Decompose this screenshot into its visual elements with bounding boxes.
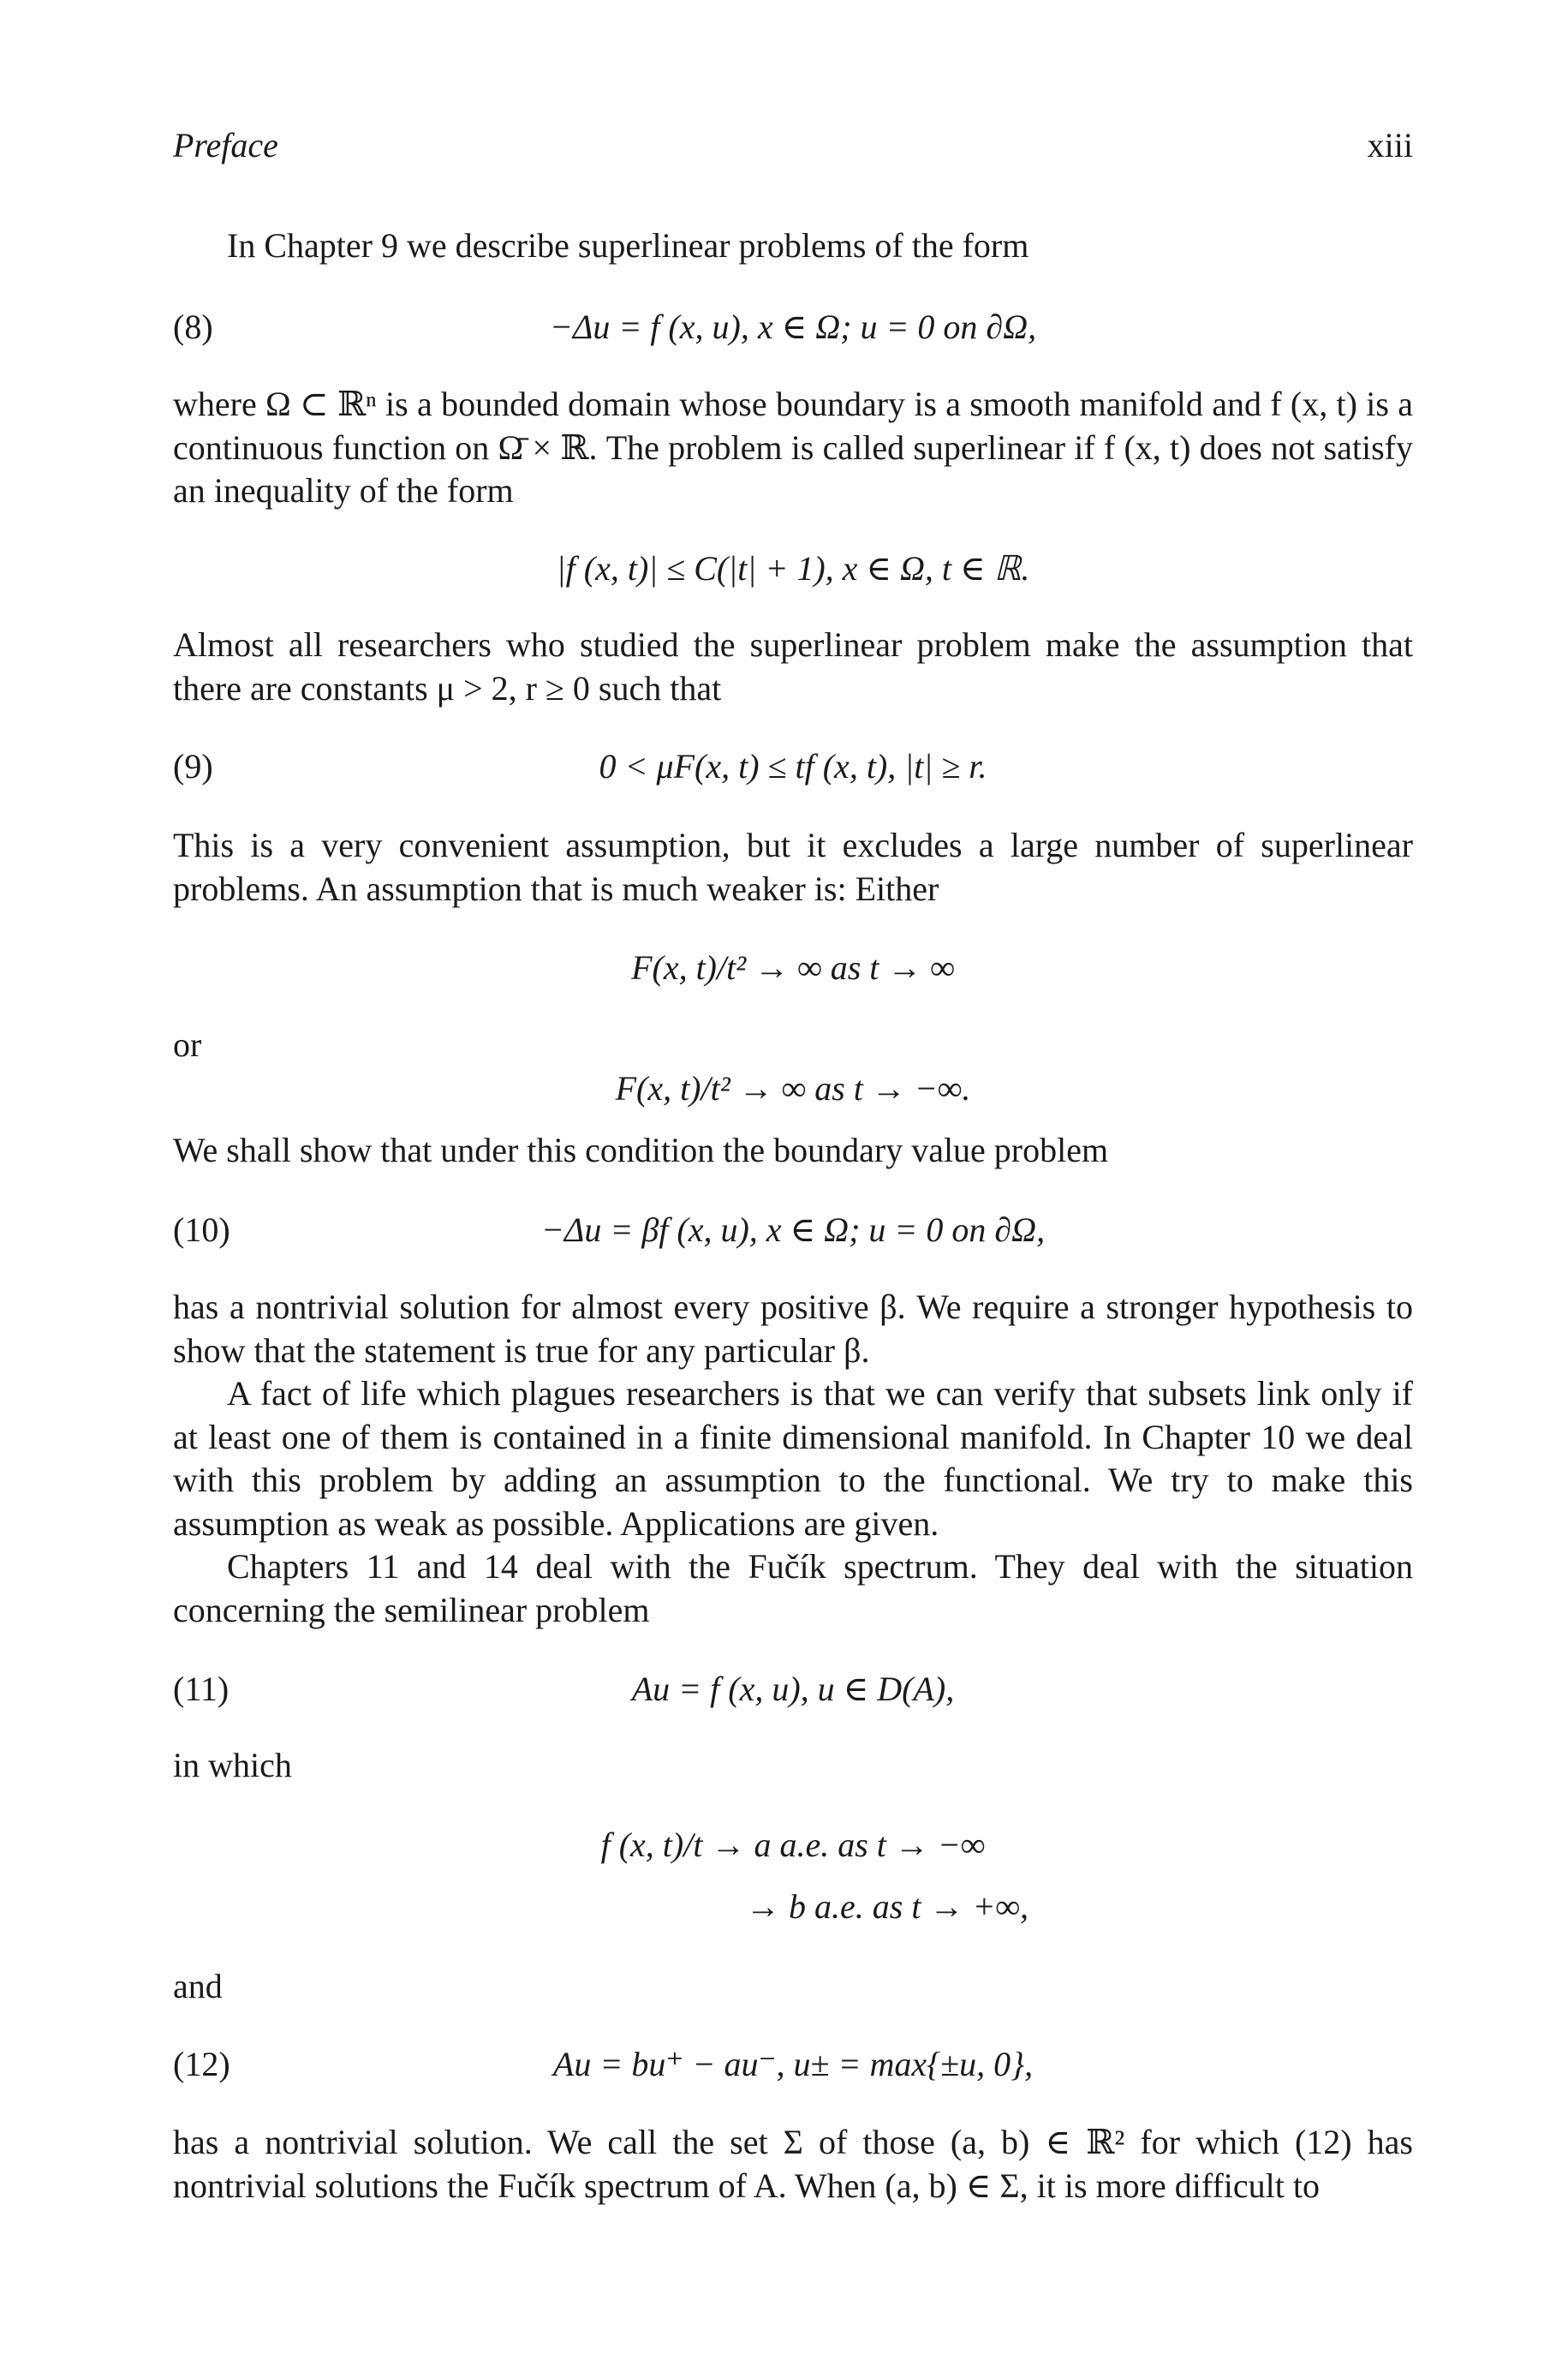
equation-body: Au = bu⁺ − au⁻, u± = max{±u, 0}, <box>552 2045 1034 2083</box>
paragraph-linking: A fact of life which plagues researchers is that we can verify that subsets link only if at least one of them is contained in a finite dimensional manifold. In Chapter 10 we deal with this problem by adding an assumption to the functional. We try to make this assumption as weak as possible. Applications are given. <box>173 1374 1413 1543</box>
equation-body: −Δu = βf (x, u), x ∈ Ω; u = 0 on ∂Ω, <box>540 1210 1046 1249</box>
equation-number: (10) <box>173 1210 230 1249</box>
equation-growth-bound <box>173 547 1413 591</box>
equation-asymptote-a <box>173 1823 1413 1867</box>
paragraph-intro: In Chapter 9 we describe superlinear problems of the form <box>227 226 1029 265</box>
paragraph-weaker-assumption: This is a very convenient assumption, but it excludes a large number of superlinear problems. An assumption that is much weaker is: Either <box>173 826 1413 908</box>
equation-limit-plus <box>173 946 1413 990</box>
paragraph-nontrivial: has a nontrivial solution for almost every positive β. We require a stronger hypothesis to show that the statement is true for any particular β. <box>173 1288 1413 1370</box>
equation-limit-minus <box>173 1067 1413 1111</box>
page-number: xiii <box>1367 126 1413 164</box>
equation-body: −Δu = f (x, u), x ∈ Ω; u = 0 on ∂Ω, <box>549 308 1037 346</box>
equation-8 <box>173 305 1413 350</box>
equation-body: f (x, t)/t → a a.e. as t → −∞ <box>600 1825 986 1864</box>
equation-asymptote-b <box>173 1885 1413 1929</box>
paragraph-in-which: in which <box>173 1746 292 1784</box>
paragraph-or: or <box>173 1025 202 1064</box>
paragraph-assumption: Almost all researchers who studied the superlinear problem make the assumption that there are constants μ > 2, r ≥ 0 such that <box>173 625 1413 708</box>
equation-body: |f (x, t)| ≤ C(|t| + 1), x ∈ Ω, t ∈ ℝ. <box>556 549 1030 588</box>
equation-12 <box>173 2042 1413 2087</box>
running-header <box>173 125 1413 168</box>
paragraph-bvp: We shall show that under this condition the boundary value problem <box>173 1131 1109 1169</box>
equation-11 <box>173 1667 1413 1712</box>
paragraph-and: and <box>173 1967 223 2005</box>
paragraph-fucik: Chapters 11 and 14 deal with the Fučík spectrum. They deal with the situation concerning the semilinear problem <box>173 1547 1413 1629</box>
equation-body: → b a.e. as t → +∞, <box>746 1887 1028 1926</box>
paragraph-domain: where Ω ⊂ ℝⁿ is a bounded domain whose boundary is a smooth manifold and f (x, t) is a continuous function on Ω̄ × ℝ. The problem is called superlinear if f (x, t) does not satisfy an inequality of the form <box>173 385 1413 510</box>
equation-10 <box>173 1208 1413 1252</box>
equation-body: Au = f (x, u), u ∈ D(A), <box>631 1670 955 1708</box>
equation-body: F(x, t)/t² → ∞ as t → ∞ <box>631 948 955 987</box>
equation-body: F(x, t)/t² → ∞ as t → −∞. <box>615 1069 971 1108</box>
equation-number: (8) <box>173 308 213 346</box>
running-title: Preface <box>173 126 278 164</box>
equation-9 <box>173 744 1413 789</box>
equation-number: (9) <box>173 747 213 786</box>
equation-body: 0 < μF(x, t) ≤ tf (x, t), |t| ≥ r. <box>599 747 987 786</box>
paragraph-spectrum: has a nontrivial solution. We call the set Σ of those (a, b) ∈ ℝ² for which (12) has nontrivial solutions the Fučík spectrum of A. When (a, b) ∈ Σ, it is more difficult to <box>173 2123 1413 2205</box>
equation-number: (11) <box>173 1670 230 1708</box>
equation-number: (12) <box>173 2045 230 2083</box>
